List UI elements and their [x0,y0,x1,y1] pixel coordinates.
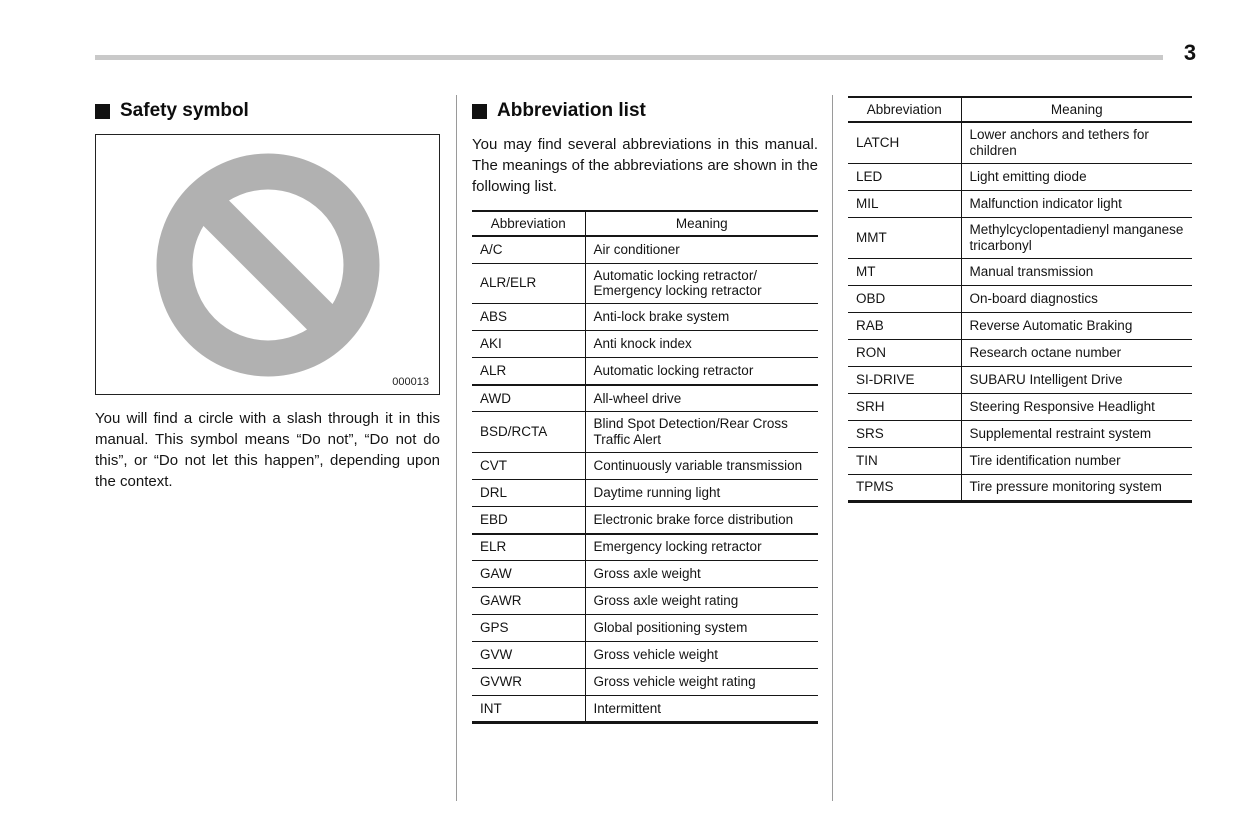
meaning-cell: Methylcyclopentadienyl manganese tricarbonyl [969,221,1184,253]
abbreviation-cell: GVW [472,642,585,669]
abbreviation-cell: AKI [472,331,585,358]
abbreviation-cell: RAB [848,312,961,339]
table-row [848,447,1192,474]
column-divider-left [456,95,457,801]
figure-code: 000013 [392,376,429,388]
table-row [472,331,818,358]
meaning-cell: Gross vehicle weight rating [593,674,756,690]
table-row [848,393,1192,420]
table-row [472,507,818,534]
table-row [472,358,818,385]
safety-symbol-heading [95,100,440,122]
abbreviation-cell: INT [472,696,585,723]
table-row [848,122,1192,163]
abbreviation-cell: SI-DRIVE [848,366,961,393]
abbreviation-cell: TIN [848,447,961,474]
safety-symbol-description: You will find a circle with a slash through it in this manual. This symbol means “Do not”, “Do not do this”, or “Do not let this happen”, depending upon the context. [95,410,440,490]
abbreviation-cell: LED [848,163,961,190]
abbreviation-column-header: Abbreviation [472,211,585,236]
prohibition-symbol-icon [156,153,380,377]
abbreviation-cell: GPS [472,615,585,642]
meaning-cell: Global positioning system [593,620,748,636]
table-row [472,696,818,723]
abbreviation-table-part2 [848,96,1192,503]
meaning-cell: Intermittent [593,700,662,716]
meaning-cell: SUBARU Intelligent Drive [969,371,1123,387]
table-row [472,561,818,588]
header-rule [95,55,1163,60]
table-row [848,190,1192,217]
abbreviation-cell: AWD [472,385,585,412]
table-row [848,339,1192,366]
abbreviation-cell: SRH [848,393,961,420]
meaning-column-header: Meaning [961,97,1192,122]
abbreviation-list-heading-text: Abbreviation list [497,100,646,121]
abbreviation-list-section [472,100,818,724]
safety-symbol-figure [95,134,440,395]
table-row [472,236,818,263]
table-header-row [848,97,1192,122]
table-row [472,615,818,642]
safety-symbol-section [95,100,440,492]
abbreviation-cell: ALR [472,358,585,385]
abbreviation-cell: LATCH [848,122,961,163]
meaning-cell: Tire pressure monitoring system [969,479,1162,495]
table-row [848,163,1192,190]
table-row [848,474,1192,501]
abbreviation-cell: A/C [472,236,585,263]
table-row [848,285,1192,312]
abbreviation-cell: BSD/RCTA [472,412,585,453]
meaning-cell: Lower anchors and tethers for children [969,127,1149,158]
meaning-cell: Gross axle weight rating [593,593,739,609]
table-header-row [472,211,818,236]
abbreviation-cell: OBD [848,285,961,312]
table-row [472,304,818,331]
meaning-cell: Gross vehicle weight [593,647,719,663]
table-row [472,412,818,453]
meaning-cell: Supplemental restraint system [969,425,1152,441]
meaning-cell: Gross axle weight [593,566,701,582]
table-row [472,453,818,480]
meaning-cell: Malfunction indicator light [969,195,1122,211]
abbreviation-list-continued [848,96,1192,503]
table-row [472,480,818,507]
abbreviation-cell: GAW [472,561,585,588]
abbreviation-intro: You may find several abbreviations in this manual. The meanings of the abbreviations are shown in the following list. [472,136,818,195]
meaning-cell: Manual transmission [969,263,1094,279]
meaning-cell: Daytime running light [593,485,721,501]
meaning-cell: Emergency locking retractor [593,539,762,555]
abbreviation-cell: CVT [472,453,585,480]
table-row [472,669,818,696]
table-row [848,258,1192,285]
abbreviation-column-header: Abbreviation [848,97,961,122]
section-square-icon [95,104,110,119]
abbreviation-cell: MMT [848,217,961,258]
meaning-cell: On-board diagnostics [969,290,1098,306]
abbreviation-cell: MIL [848,190,961,217]
meaning-cell: Blind Spot Detection/Rear Cross Traffic Alert [593,416,788,448]
table-row [472,534,818,561]
meaning-cell: Automatic locking retractor/ Emergency locking retractor [593,267,762,299]
abbreviation-cell: MT [848,258,961,285]
meaning-cell: Steering Responsive Headlight [969,398,1155,414]
meaning-cell: Electronic brake force distribution [593,511,794,527]
meaning-cell: Continuously variable transmission [593,458,803,474]
table-row [472,642,818,669]
table-row [472,385,818,412]
meaning-cell: Anti knock index [593,336,692,352]
meaning-cell: Air conditioner [593,241,680,257]
table-row [472,588,818,615]
page-number: 3 [1183,40,1197,65]
column-divider-right [832,95,833,801]
abbreviation-cell: ALR/ELR [472,263,585,304]
table-row [472,263,818,304]
meaning-cell: Reverse Automatic Braking [969,317,1133,333]
table-row [848,420,1192,447]
meaning-cell: Automatic locking retractor [593,363,754,379]
table-row [848,366,1192,393]
meaning-cell: Anti-lock brake system [593,309,730,325]
safety-symbol-heading-text: Safety symbol [120,100,249,121]
abbreviation-cell: GVWR [472,669,585,696]
abbreviation-cell: ABS [472,304,585,331]
abbreviation-cell: DRL [472,480,585,507]
abbreviation-cell: RON [848,339,961,366]
abbreviation-table-part1 [472,210,818,724]
meaning-cell: Tire identification number [969,452,1121,468]
meaning-cell: All-wheel drive [593,390,682,406]
meaning-cell: Light emitting diode [969,168,1087,184]
abbreviation-cell: SRS [848,420,961,447]
meaning-cell: Research octane number [969,344,1122,360]
meaning-column-header: Meaning [585,211,818,236]
table-row [848,312,1192,339]
table-row [848,217,1192,258]
abbreviation-cell: EBD [472,507,585,534]
abbreviation-list-heading [472,100,818,122]
abbreviation-cell: TPMS [848,474,961,501]
abbreviation-cell: GAWR [472,588,585,615]
abbreviation-cell: ELR [472,534,585,561]
section-square-icon [472,104,487,119]
